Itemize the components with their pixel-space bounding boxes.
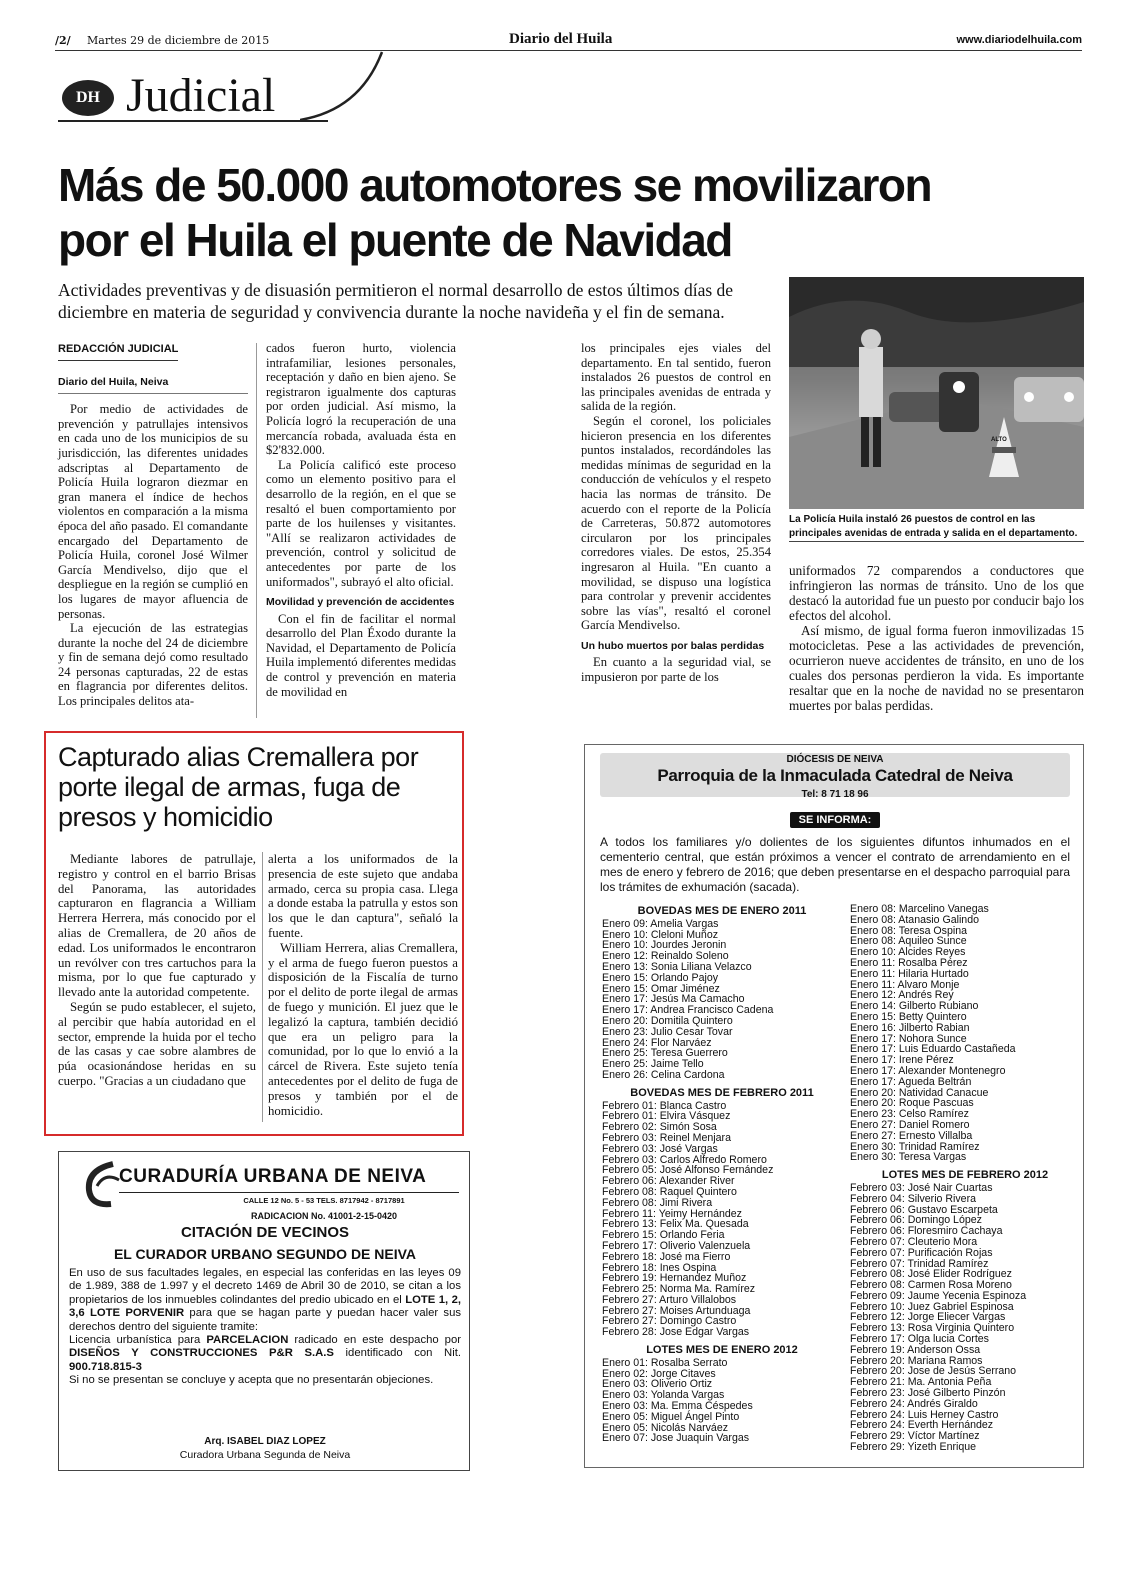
parish-name: Parroquia de la Inmaculada Catedral de Neiva: [657, 766, 1013, 785]
list-item: Enero 03: Yolanda Vargas: [602, 1389, 725, 1402]
dh-logo: DH: [62, 80, 114, 116]
list-heading: BOVEDAS MES DE FEBRERO 2011: [630, 1086, 814, 1099]
newspaper-name: Diario del Huila: [509, 31, 613, 47]
list-item: Enero 25: Teresa Guerrero: [602, 1047, 728, 1060]
list-item: Enero 17: Alexander Montenegro: [850, 1064, 1006, 1077]
list-item: Febrero 01: Elvira Vásquez: [602, 1110, 731, 1123]
curaduria-notice: [58, 1151, 470, 1471]
byline: REDACCIÓN JUDICIAL: [58, 342, 178, 361]
paragraph: La ejecución de las estrategias durante la noche del 24 de diciembre y fin de semana dejó como resultado 24 personas capturadas, 22 de estas en flagrancia por diferentes delitos. Los principales delitos ata-: [58, 621, 248, 709]
list-item: Febrero 24: Luis Herney Castro: [850, 1408, 999, 1421]
body-text: Licencia urbanística para: [69, 1334, 207, 1347]
list-item: Enero 27: Daniel Romero: [850, 1118, 970, 1131]
list-heading: BOVEDAS MES DE ENERO 2011: [637, 905, 807, 917]
signer-role: Curadora Urbana Segunda de Neiva: [179, 1449, 351, 1461]
body-text: identificado con Nit.: [333, 1347, 461, 1360]
list-item: Enero 23: Celso Ramírez: [850, 1108, 969, 1121]
box-headline: Capturado alias Cremallera por porte ilegal de armas, fuga de presos y homicidio: [58, 742, 419, 832]
headline-line-1: Más de 50.000 automotores se movilizaron: [58, 159, 932, 211]
section-rule: [58, 120, 328, 122]
list-item: Febrero 27: Moises Artunduaga: [602, 1304, 751, 1317]
radicacion: RADICACION No. 41001-2-15-0420: [250, 1211, 398, 1221]
list-item: Enero 20: Roque Pascuas: [850, 1097, 974, 1110]
list-item: Febrero 07: Purificación Rojas: [850, 1246, 993, 1259]
article-column-4: [789, 563, 1084, 713]
lote-text: LOTE 1, 2, 3,6 LOTE PORVENIR: [69, 1293, 461, 1320]
list-item: Enero 17: Luis Eduardo Castañeda: [850, 1043, 1016, 1056]
notice-badge: SE INFORMA:: [790, 812, 880, 828]
list-item: Enero 15: Orlando Pajoy: [602, 971, 719, 984]
curaduria-address: CALLE 12 No. 5 - 53 TELS. 8717942 - 8717891: [243, 1196, 405, 1205]
parish-phone: Tel: 8 71 18 96: [801, 789, 869, 800]
list-item: Febrero 28: Jose Edgar Vargas: [602, 1326, 750, 1339]
list-item: Febrero 11: Yeimy Hernández: [602, 1207, 742, 1220]
list-item: Enero 07: Jose Juaquin Vargas: [602, 1432, 750, 1445]
box-column-1: [58, 852, 256, 1089]
list-item: Enero 10: Jourdes Jeronin: [602, 939, 727, 952]
list-item: Enero 10: Alcides Reyes: [850, 946, 966, 959]
list-item: Enero 05: Miguel Ángel Pinto: [602, 1410, 740, 1423]
diocese-label: DIÓCESIS DE NEIVA: [786, 754, 884, 765]
list-item: Enero 30: Trinidad Ramírez: [850, 1140, 980, 1153]
list-item: Febrero 03: Carlos Alfredo Romero: [602, 1153, 767, 1166]
list-item: Febrero 08: José Elider Rodríguez: [850, 1268, 1012, 1281]
paragraph: cados fueron hurto, violencia intrafamiliar, lesiones personales, receptación y daño en bien ajeno. Se registraron igualmente dos capturas por orden judicial. Así mismo, la Policía logró la recuperación de una mercancía robada, avaluada ésta en $2'832.000.: [266, 341, 456, 458]
list-item: Febrero 29: Víctor Martínez: [850, 1430, 980, 1443]
police-checkpoint-photo: [789, 277, 1084, 509]
headline-line-2: por el Huila el puente de Navidad: [58, 214, 732, 266]
article-column-3: [581, 341, 771, 685]
list-item: Enero 01: Rosalba Serrato: [602, 1356, 728, 1369]
parcelacion-text: PARCELACION: [206, 1334, 289, 1347]
paragraph: Con el fin de facilitar el normal desarrollo del Plan Éxodo durante la Navidad, el Departamento de Policía Huila implementó diferentes medidas de control y prevención en materia de movilidad en: [266, 611, 456, 699]
list-item: Enero 17: Irene Pérez: [850, 1054, 954, 1067]
box-column-2: [268, 852, 458, 1118]
list-item: Febrero 05: José Alfonso Fernández: [602, 1164, 774, 1177]
list-item: Febrero 25: Norma Ma. Ramírez: [602, 1283, 756, 1296]
list-item: Febrero 12: Jorge Eliecer Vargas: [850, 1311, 1006, 1324]
page-number: /2/: [55, 34, 71, 47]
list-item: Febrero 24: Andrés Giraldo: [850, 1397, 978, 1410]
list-item: Febrero 06: Domingo López: [850, 1214, 982, 1227]
list-item: Febrero 19: Hernandez Muñoz: [602, 1272, 747, 1285]
list-item: Febrero 02: Simón Sosa: [602, 1121, 717, 1134]
paragraph: La Policía calificó este proceso como un elemento positivo para el desarrollo de la región, en el que se resaltó el buen comportamiento por parte de los huilenses y visitantes. "Allí se realizaron actividades de prevención, control y solicitud de antecedentes por parte de los uniformados", subrayó el alto oficial.: [266, 457, 456, 589]
list-item: Febrero 24: Everth Hernández: [850, 1419, 994, 1432]
body-text: radicado en este despacho por: [288, 1334, 461, 1347]
list-item: Febrero 08: Raquel Quintero: [602, 1185, 737, 1198]
list-item: Febrero 20: Mariana Ramos: [850, 1354, 983, 1367]
list-item: Enero 17: Agueda Beltrán: [850, 1075, 972, 1088]
list-item: Enero 11: Alvaro Monje: [850, 978, 960, 991]
list-heading: LOTES MES DE ENERO 2012: [646, 1344, 798, 1357]
paragraph: alerta a los uniformados de la presencia de este sujeto que andaba armado, cerca su propia casa. Llega a donde estaba la patrulla y estos son los que le dan captura", señaló la fuente.: [268, 852, 458, 940]
cone-label: ALTO: [991, 437, 1007, 443]
list-item: Enero 02: Jorge Citaves: [602, 1367, 716, 1380]
paragraph: Por medio de actividades de prevención y patrullajes intensivos en cada uno de los municipios de su jurisdicción, las diferentes unidades adscriptas al Departamento de Policía Huila lograron diezmar en gran manera el índice de hechos violentos en comparación a la misma época del año pasado. El comandante encargado del Departamento de Policía Huila, coronel José Wilmer García Mendivelso, dijo que el despliegue en la región se cumplió en los lugares de mayor afluencia de personas.: [58, 402, 248, 621]
subheading: Un hubo muertos por balas perdidas: [581, 639, 765, 652]
list-item: Febrero 03: José Nair Cuartas: [850, 1181, 993, 1194]
body-text: para que se hagan parte y puedan hacer valer sus derechos dentro del siguiente tramite:: [69, 1307, 462, 1333]
article-column-1: [58, 341, 248, 709]
list-item: Enero 15: Omar Jiménez: [602, 982, 720, 995]
paragraph: Mediante labores de patrullaje, registro y control en el barrio Brisas del Panorama, las autoridades capturaron en flagrancia a William Herrera Herrera, más conocido por el alias de Cremallera, de 20 años de edad. Los uniformados le encontraron un revólver con tres cartuchos para la misma, por lo que fue capturado y llevado ante la autoridad competente.: [58, 852, 256, 1000]
list-item: Febrero 10: Juez Gabriel Espinosa: [850, 1300, 1014, 1313]
list-item: Enero 16: Jilberto Rabian: [850, 1021, 970, 1034]
list-item: Febrero 29: Yizeth Enrique: [850, 1441, 977, 1454]
list-item: Enero 17: Nohora Sunce: [850, 1032, 967, 1045]
list-item: Febrero 17: Olga lucia Cortes: [850, 1333, 989, 1346]
list-item: Enero 08: Teresa Ospina: [850, 924, 967, 937]
article-column-2: [266, 341, 456, 699]
notice-list-right: [850, 904, 1080, 1453]
list-item: Febrero 21: Ma. Antonia Peña: [850, 1376, 992, 1389]
list-item: Enero 08: Marcelino Vanegas: [850, 903, 989, 915]
list-item: Febrero 06: Gustavo Escarpeta: [850, 1203, 998, 1216]
list-item: Febrero 08: Jimi Rivera: [602, 1196, 713, 1209]
paragraph: Según se pudo establecer, el sujeto, al percibir que había autoridad en el sector, emprende la huida por el techo de las casas y cae sobre alambres de púa ocasionándose heridas en su cuerpo. "Gracias a un ciudadano que: [58, 999, 256, 1088]
list-item: Febrero 23: José Gilberto Pinzón: [850, 1387, 1006, 1400]
list-item: Enero 15: Betty Quintero: [850, 1010, 967, 1023]
list-item: Enero 03: Ma. Emma Céspedes: [602, 1400, 753, 1413]
list-item: Enero 08: Aquileo Sunce: [850, 935, 967, 948]
list-item: Enero 12: Andrés Rey: [850, 989, 954, 1002]
list-item: Febrero 01: Blanca Castro: [602, 1099, 727, 1112]
list-item: Enero 11: Hilaria Hurtado: [850, 967, 969, 980]
notice-list-left: [602, 904, 842, 1444]
body-text: En uso de sus facultades legales, en especial las conferidas en las leyes 09 de 1.989, 388 de 1.997 y el decreto 1469 de Abril 30 de 2010, se citan a los propietarios de los inmuebles colindantes del predio ubicado en el: [69, 1267, 461, 1306]
list-item: Enero 11: Rosalba Pérez: [850, 956, 968, 969]
list-item: Enero 20: Natividad Canacue: [850, 1086, 989, 1099]
website-url[interactable]: www.diariodelhuila.com: [956, 34, 1082, 46]
list-item: Febrero 17: Oliverio Valenzuela: [602, 1239, 751, 1252]
list-item: Febrero 15: Orlando Feria: [602, 1229, 725, 1242]
list-item: Enero 14: Gilberto Rubiano: [850, 1000, 979, 1013]
paragraph: Según el coronel, los policiales hicieron presencia en los diferentes puntos instalados, recordándoles las medidas mínimas de seguridad en la conducción de vehículos y el respeto hacia las normas de tránsito. De acuerdo con el reporte de la Policía de Carreteras, 50.872 automotores circularon por los principales corredores viales. De estos, 25.354 ingresaron al Huila. "En cuanto a movilidad, se dispuso una logística para controlar y prevenir accidentes sobre las vías", resaltó el coronel García Mendivelso.: [581, 413, 771, 633]
column-divider: [262, 852, 263, 1122]
list-item: Febrero 06: Floresmiro Cachaya: [850, 1225, 1003, 1238]
paragraph: uniformados 72 comparendos a conductores que infringieron las normas de tránsito. Uno de los que destacó la autoridad fue un puesto por conducir bajo los efectos del alcohol.: [789, 563, 1084, 623]
notice-intro: A todos los familiares y/o dolientes de los siguientes difuntos inhumados en el cementerio central, que están próximos a vencer el contrato de arrendamiento en el mes de enero y febrero de 2016; que deben presentarse en el despacho parroquial para los trámites de exhumación (sacada).: [600, 835, 1070, 894]
list-item: Febrero 27: Domingo Castro: [602, 1315, 737, 1328]
list-item: Enero 20: Domitila Quintero: [602, 1014, 733, 1027]
paragraph: los principales ejes viales del departamento. En tal sentido, fueron instalados 26 puestos de control en las principales avenidas de entrada y salida de la región.: [581, 341, 771, 414]
section-swoosh-icon: [300, 50, 390, 122]
list-item: Enero 03: Oliverio Ortiz: [602, 1378, 713, 1391]
curador-title: EL CURADOR URBANO SEGUNDO DE NEIVA: [113, 1246, 417, 1262]
list-item: Enero 17: Andrea Francisco Cadena: [602, 1004, 774, 1017]
list-item: Enero 26: Celina Cardona: [602, 1068, 725, 1081]
list-item: Enero 24: Flor Narváez: [602, 1036, 712, 1049]
list-item: Febrero 07: Cleuterio Mora: [850, 1235, 978, 1248]
list-item: Enero 08: Atanasio Galindo: [850, 913, 979, 926]
title-rule: [119, 1192, 459, 1193]
list-item: Enero 23: Julio Cesar Tovar: [602, 1025, 733, 1038]
photo-caption: La Policía Huila instaló 26 puestos de control en las principales avenidas de entrada y salida en el departamento.: [789, 514, 1078, 539]
list-item: Febrero 13: Felix Ma. Quesada: [602, 1218, 749, 1231]
main-headline: [58, 158, 1088, 268]
list-item: Enero 12: Reinaldo Soleno: [602, 950, 729, 963]
issue-date: Martes 29 de diciembre de 2015: [87, 34, 270, 47]
list-item: Febrero 07: Trinidad Ramírez: [850, 1257, 989, 1270]
list-item: Febrero 04: Silverio Rivera: [850, 1192, 976, 1205]
list-item: Enero 27: Ernesto Villalba: [850, 1129, 973, 1142]
lead-paragraph: Actividades preventivas y de disuasión permitieron el normal desarrollo de estos últimos días de diciembre en materia de seguridad y convivencia durante la noche navideña y el fin de semana.: [58, 280, 734, 322]
empresa-text: DISEÑOS Y CONSTRUCCIONES P&R S.A.S: [69, 1347, 334, 1360]
list-item: Febrero 06: Alexander River: [602, 1175, 735, 1188]
paragraph: En cuanto a la seguridad vial, se impusieron por parte de los: [581, 655, 771, 685]
list-item: Febrero 03: José Vargas: [602, 1142, 718, 1155]
caption-rule: [789, 541, 1084, 542]
list-item: Febrero 18: José ma Fierro: [602, 1250, 731, 1263]
photo-illustration: [789, 277, 1084, 509]
list-item: Enero 17: Jesús Ma Camacho: [602, 993, 745, 1006]
paragraph: Así mismo, de igual forma fueron inmovilizadas 15 motocicletas. Pese a las actividades de prevención, ocurrieron nueve accidentes de tránsito, en uno de los cuales dos personas perdieron la vida. Es importante resaltar que en la noche de navidad no se presentaron muertes por balas perdidas.: [789, 623, 1084, 713]
section-title: Judicial: [126, 69, 276, 122]
curaduria-title: CURADURÍA URBANA DE NEIVA: [119, 1166, 427, 1187]
curaduria-body: [69, 1267, 461, 1388]
paragraph: William Herrera, alias Cremallera, y el arma de fuego fueron puestos a disposición de la Fiscalía de turno por el delito de porte ilegal de armas de fuego y munición. El juez que le legalizó la captura, también decidió que era un peligro para la comunidad, por lo que lo envió a la cárcel de Rivera. Este sujeto tenía antecedentes por el delito de fuga de presos y también por el de homicidio.: [268, 940, 458, 1118]
list-item: Enero 05: Nicolás Narváez: [602, 1421, 729, 1434]
list-item: Febrero 27: Arturo Villalobos: [602, 1293, 737, 1306]
byline-place: Diario del Huila, Neiva: [58, 375, 248, 395]
header-rule: [55, 50, 1082, 51]
body-text: Si no se presentan se concluye y acepta que no presentarán objeciones.: [69, 1374, 434, 1387]
list-item: Enero 10: Cleloni Muñoz: [602, 928, 719, 941]
list-item: Febrero 13: Rosa Virginia Quintero: [850, 1322, 1015, 1335]
citacion-title: CITACIÓN DE VECINOS: [180, 1224, 350, 1241]
column-divider: [256, 343, 257, 718]
list-item: Febrero 18: Ines Ospina: [602, 1261, 717, 1274]
list-item: Enero 13: Sonia Liliana Velazco: [602, 960, 752, 973]
list-item: Febrero 03: Reinel Menjara: [602, 1131, 731, 1144]
signer-name: Arq. ISABEL DIAZ LOPEZ: [204, 1436, 326, 1447]
list-item: Febrero 09: Jaume Yecenia Espinoza: [850, 1289, 1027, 1302]
list-item: Enero 30: Teresa Vargas: [850, 1151, 967, 1164]
nit-text: 900.718.815-3: [69, 1360, 142, 1373]
list-item: Febrero 19: Anderson Ossa: [850, 1343, 981, 1356]
list-item: Febrero 20: Jose de Jesús Serrano: [850, 1365, 1017, 1378]
list-item: Febrero 08: Carmen Rosa Moreno: [850, 1279, 1012, 1292]
subheading: Movilidad y prevención de accidentes: [266, 596, 455, 609]
list-item: Enero 09: Amelia Vargas: [602, 917, 719, 930]
list-item: Enero 25: Jaime Tello: [602, 1058, 704, 1071]
list-heading: LOTES MES DE FEBRERO 2012: [881, 1169, 1049, 1182]
